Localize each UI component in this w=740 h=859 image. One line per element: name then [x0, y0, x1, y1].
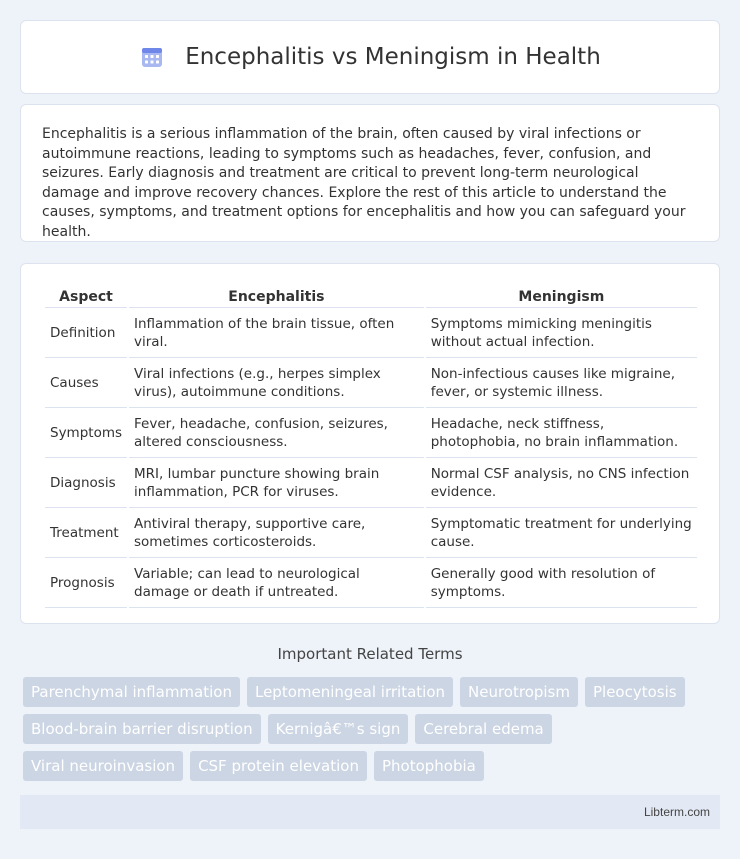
related-terms-title: Important Related Terms: [277, 645, 463, 663]
table-row: [45, 360, 697, 408]
related-term-tag[interactable]: Viral neuroinvasion: [23, 751, 183, 781]
aspect-cell: Prognosis: [45, 560, 127, 608]
related-term-tag[interactable]: Cerebral edema: [415, 714, 551, 744]
comparison-table: [43, 284, 699, 610]
encephalitis-cell: Antiviral therapy, supportive care, sometimes corticosteroids.: [129, 510, 424, 558]
aspect-cell: Treatment: [45, 510, 127, 558]
comparison-table-card: [20, 263, 720, 624]
calendar-grid-icon: [139, 44, 165, 70]
page-title: Encephalitis vs Meningism in Health: [185, 44, 601, 70]
encephalitis-cell: Variable; can lead to neurological damage or death if untreated.: [129, 560, 424, 608]
related-term-tag[interactable]: Parenchymal inflammation: [23, 677, 240, 707]
related-terms-list: [23, 677, 703, 781]
intro-text: Encephalitis is a serious inflammation of the brain, often caused by viral infections or autoimmune reactions, leading to symptoms such as headaches, fever, confusion, and seizures. Early diagnosis and treatment are critical to prevent long-term neurological damage and improve recovery chances. Explore the rest of this article to understand the causes, symptoms, and treatment options for encephalitis and how you can safeguard your health.: [42, 126, 686, 240]
aspect-cell: Causes: [45, 360, 127, 408]
footer: [20, 795, 720, 829]
meningism-cell: Generally good with resolution of symptoms.: [426, 560, 697, 608]
related-term-tag[interactable]: Kernigâ€™s sign: [268, 714, 409, 744]
aspect-cell: Diagnosis: [45, 460, 127, 508]
table-row: [45, 460, 697, 508]
table-header-row: [45, 286, 697, 308]
table-row: [45, 560, 697, 608]
related-term-tag[interactable]: Neurotropism: [460, 677, 578, 707]
meningism-cell: Headache, neck stiffness, photophobia, no brain inflammation.: [426, 410, 697, 458]
aspect-cell: Symptoms: [45, 410, 127, 458]
encephalitis-cell: Viral infections (e.g., herpes simplex virus), autoimmune conditions.: [129, 360, 424, 408]
header-aspect: Aspect: [45, 286, 127, 308]
meningism-cell: Normal CSF analysis, no CNS infection evidence.: [426, 460, 697, 508]
header-encephalitis: Encephalitis: [129, 286, 424, 308]
related-term-tag[interactable]: Pleocytosis: [585, 677, 685, 707]
intro-card: [20, 104, 720, 242]
meningism-cell: Non-infectious causes like migraine, fever, or systemic illness.: [426, 360, 697, 408]
related-term-tag[interactable]: Leptomeningeal irritation: [247, 677, 453, 707]
related-term-tag[interactable]: CSF protein elevation: [190, 751, 367, 781]
table-row: [45, 310, 697, 358]
encephalitis-cell: MRI, lumbar puncture showing brain inflammation, PCR for viruses.: [129, 460, 424, 508]
title-card: [20, 20, 720, 94]
encephalitis-cell: Fever, headache, confusion, seizures, altered consciousness.: [129, 410, 424, 458]
meningism-cell: Symptomatic treatment for underlying cause.: [426, 510, 697, 558]
header-meningism: Meningism: [426, 286, 697, 308]
table-row: [45, 410, 697, 458]
aspect-cell: Definition: [45, 310, 127, 358]
related-term-tag[interactable]: Photophobia: [374, 751, 484, 781]
meningism-cell: Symptoms mimicking meningitis without actual infection.: [426, 310, 697, 358]
footer-link[interactable]: Libterm.com: [643, 805, 710, 819]
encephalitis-cell: Inflammation of the brain tissue, often viral.: [129, 310, 424, 358]
table-row: [45, 510, 697, 558]
related-term-tag[interactable]: Blood-brain barrier disruption: [23, 714, 261, 744]
